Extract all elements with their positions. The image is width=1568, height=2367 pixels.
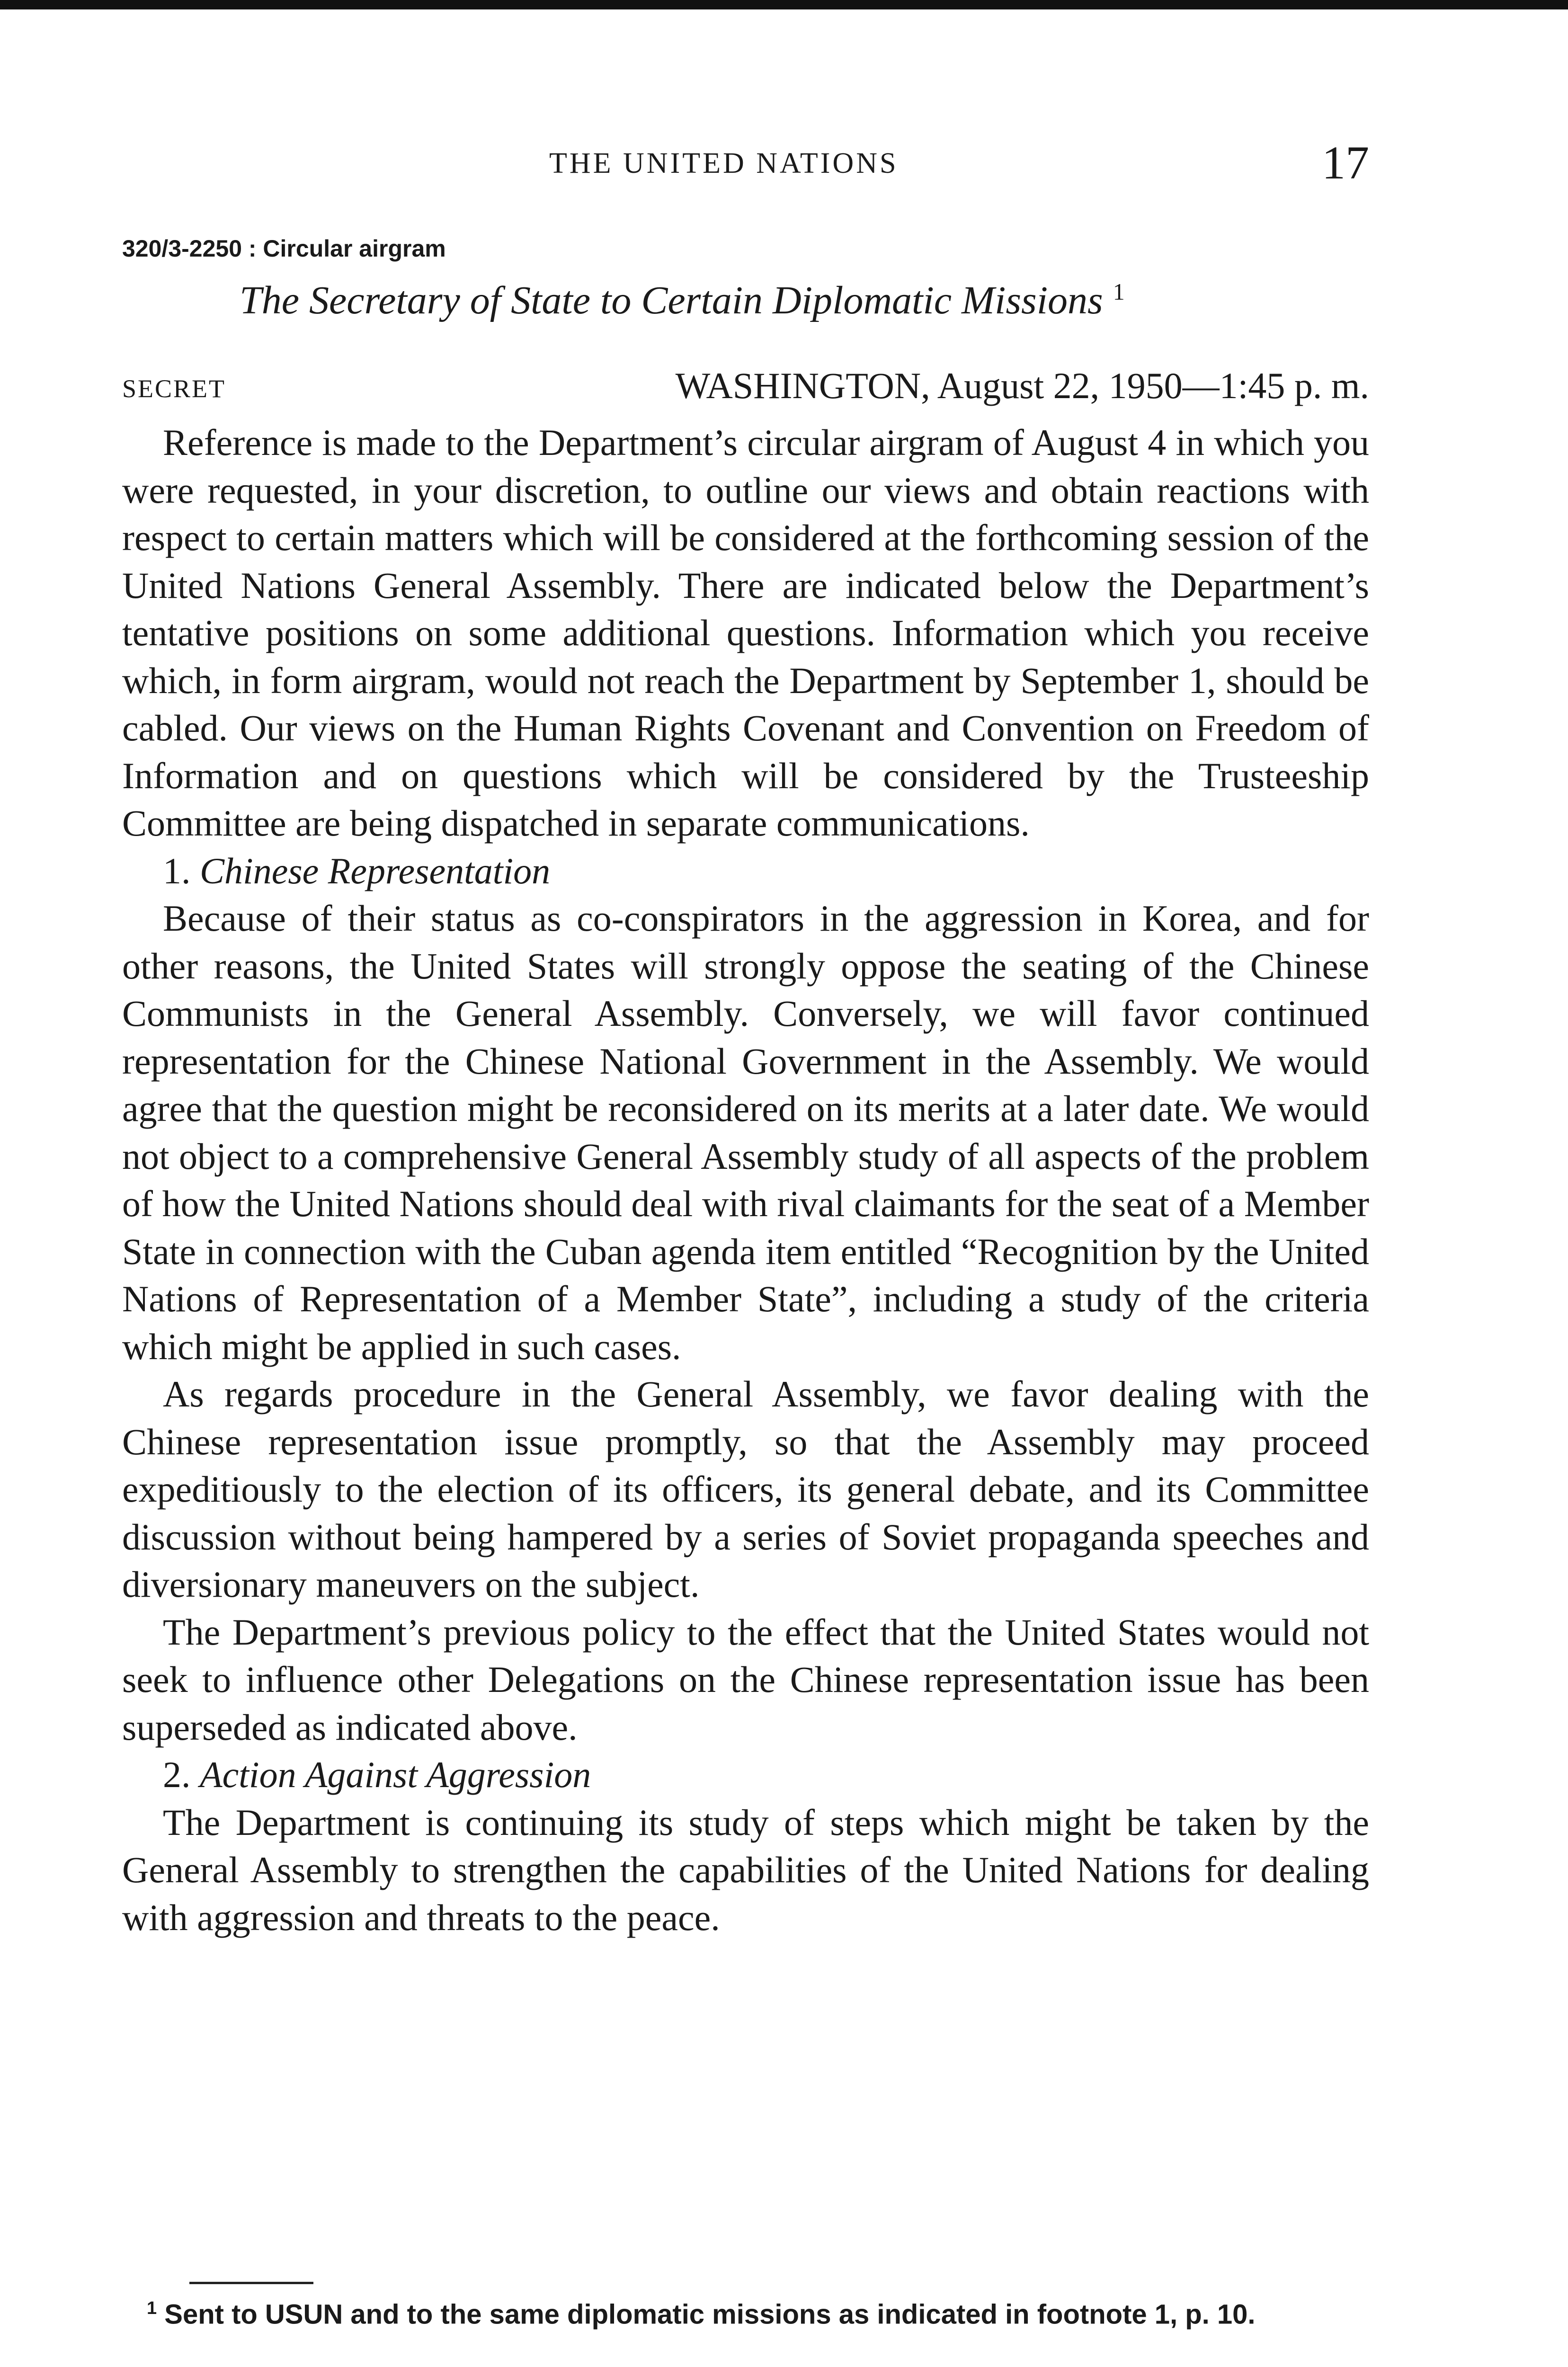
footnote-text: Sent to USUN and to the same diplomatic missions as indicated in footnote 1, p. 10. (164, 2299, 1256, 2330)
section-title: Action Against Aggression (200, 1754, 591, 1795)
top-border-rule (0, 0, 1568, 9)
paragraph: The Department’s previous policy to the effect that the United States would not seek to influence other Delegations on the Chinese representation issue has been superseded as indicated above. (122, 1611, 1369, 1748)
footnote-divider (189, 2282, 313, 2284)
file-reference: 320/3-2250 : Circular airgram (122, 235, 446, 262)
title-footnote-marker: 1 (1113, 278, 1125, 305)
footnote (122, 2289, 1369, 2333)
paragraph: The Department is continuing its study of steps which might be taken by the General Assembly to strengthen the capabilities of the United Nations for dealing with aggression and threats to the peace. (122, 1801, 1369, 1938)
running-head: THE UNITED NATIONS (549, 147, 899, 179)
footnote-marker: 1 (147, 2298, 157, 2318)
section-title: Chinese Representation (200, 850, 551, 891)
document-body (122, 419, 1369, 1941)
paragraph: Because of their status as co-conspirators in the aggression in Korea, and for other reasons, the United States will strongly oppose the seating of the Chinese Communists in the General Assembly. Conversely, we will favor continued representation for the Chinese National Government in the Assembly. We would agree that the question might be reconsidered on its merits at a later date. We would not object to a comprehensive General Assembly study of all aspects of the problem of how the United Nations should deal with rival claimants for the seat of a Member State in connection with the Cuban agenda item entitled “Recognition by the United Nations of Representation of a Member State”, including a study of the criteria which might be applied in such cases. (122, 898, 1369, 1367)
section-number: 2. (163, 1754, 191, 1795)
document-title (240, 277, 1125, 323)
classification-label: SECRET (122, 374, 226, 403)
document-title-text: The Secretary of State to Certain Diplomatic Missions (240, 278, 1103, 322)
paragraph: As regards procedure in the General Assembly, we favor dealing with the Chinese representation issue promptly, so that the Assembly may proceed expeditiously to the election of its officers, its general debate, and its Committee discussion without being hampered by a series of Soviet propaganda speeches and diversionary maneuvers on the subject. (122, 1373, 1369, 1605)
dateline: WASHINGTON, August 22, 1950—1:45 p. m. (675, 365, 1369, 406)
page-number: 17 (1322, 136, 1369, 189)
intro-paragraph: Reference is made to the Department’s circular airgram of August 4 in which you were requested, in your discretion, to outline our views and obtain reactions with respect to certain matters which will be considered at the forthcoming session of the United Nations General Assembly. There are indicated below the Department’s tentative positions on some additional questions. Information which you receive which, in form airgram, would not reach the Department by September 1, should be cabled. Our views on the Human Rights Covenant and Convention on Freedom of Information and on questions which will be considered by the Trusteeship Committee are being dispatched in separate communications. (122, 422, 1369, 844)
section-number: 1. (163, 850, 191, 891)
section-heading-chinese-representation (122, 847, 1369, 895)
section-heading-action-against-aggression (122, 1751, 1369, 1799)
